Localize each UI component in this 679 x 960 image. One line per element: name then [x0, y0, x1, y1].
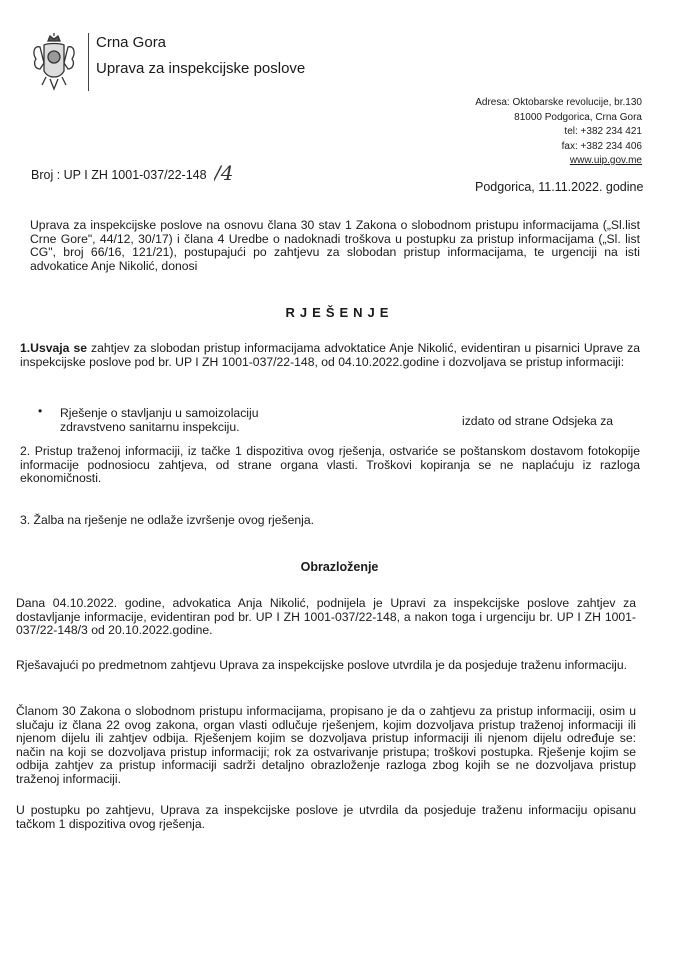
- place-date: Podgorica, 11.11.2022. godine: [475, 180, 644, 194]
- point-1-text: zahtjev za slobodan pristup informacijama advoktatice Anje Nikolić, evidentiran u pisarnici Uprave za inspekcijske poslove pod br. UP I ZH 1001-037/22-148, od 04.10.2022.godine i dozvoljava se pristup informaciji:: [20, 341, 640, 369]
- institution-name: Uprava za inspekcijske poslove: [96, 60, 306, 77]
- address-block: [475, 96, 642, 169]
- header-divider: [88, 33, 89, 91]
- reasoning-paragraph-1: Dana 04.10.2022. godine, advokatica Anja Nikolić, podnijela je Upravi za inspekcijske poslove zahtjev za dostavljanje informacije, evidentiran pod br. UP I ZH 1001-037/22-148, a nakon toga i urgenciju br. UP I ZH 1001-037/22-148/3 od 20.10.2022.godine.: [16, 596, 636, 637]
- point-3: 3. Žalba na rješenje ne odlaže izvršenje ovog rješenja.: [20, 513, 315, 527]
- point-1: [20, 342, 640, 369]
- section-title: Obrazloženje: [300, 560, 379, 574]
- point-2: 2. Pristup traženoj informaciji, iz tačke 1 dispozitiva ovog rješenja, ostvariće se poštanskom dostavom fotokopije informacije podnosiocu zahtjeva, od strane organa vlasti. Troškovi kopiranja se ne naplaćuju iz razloga ekonomičnosti.: [20, 444, 640, 485]
- website-link[interactable]: www.uip.gov.me: [569, 155, 642, 166]
- document-title: RJEŠENJE: [285, 305, 394, 320]
- address-line: Adresa: Oktobarske revolucije, br.130: [475, 97, 642, 108]
- handwritten-mark: [214, 158, 244, 188]
- case-number: Broj : UP I ZH 1001-037/22-148: [31, 168, 207, 182]
- country-name: Crna Gora: [96, 34, 167, 51]
- address-tel: tel: +382 234 421: [564, 126, 642, 137]
- bullet-text: Rješenje o stavljanju u samoizolaciju zdravstveno sanitarnu inspekciju.: [60, 406, 259, 434]
- reasoning-paragraph-3: Članom 30 Zakona o slobodnom pristupu informacijama, propisano je da o zahtjevu za pristup informaciji, osim u slučaju iz člana 22 ovog zakona, organ vlasti odlučuje rješenjem, kojim dozvoljava pristup traženoj informaciji ili njenom dijelu ili zahtjev odbija. Rješenjem kojim se dozvoljava pristup informaciji ili njenom dijelu određuje se: način na koji se dozvoljava pristup informaciji; rok za ostvarivanje pristupa; troškovi postupka. Rješenje kojim se odbija zahtjev za pristup informaciji sadrži detaljno obrazloženje razloga zbog kojih se ne dozvoljava pristup traženoj informaciji.: [16, 704, 636, 786]
- reasoning-paragraph-4: U postupku po zahtjevu, Uprava za inspekcijske poslove je utvrdila da posjeduje traženu informaciju opisanu tačkom 1 dispozitiva ovog rješenja.: [16, 803, 636, 831]
- address-fax: fax: +382 234 406: [561, 140, 642, 152]
- reasoning-paragraph-2: Rješavajući po predmetnom zahtjevu Uprava za inspekcijske poslove utvrdila je da posjeduje traženu informaciju.: [16, 658, 628, 672]
- bullet-dot: •: [38, 404, 43, 418]
- handwritten-mark-text: /4: [214, 161, 234, 185]
- intro-paragraph: Uprava za inspekcijske poslove na osnovu člana 30 stav 1 Zakona o slobodnom pristupu informacijama („Sl.list Crne Gore", 44/12, 30/17) i člana 4 Uredbe o nadoknadi troškova u postupku za pristup informacijama („Sl. list CG", broj 66/16, 121/21), postupajući po zahtjevu za slobodan pristup informacijama, te urgenciji na isti advokatice Anje Nikolić, donosi: [30, 218, 640, 273]
- address-city: 81000 Podgorica, Crna Gora: [514, 111, 642, 123]
- point-1-lead: 1.Usvaja se: [20, 341, 87, 355]
- bullet-issuer: izdato od strane Odsjeka za: [462, 414, 614, 428]
- montenegro-coat-of-arms-icon: [30, 33, 78, 95]
